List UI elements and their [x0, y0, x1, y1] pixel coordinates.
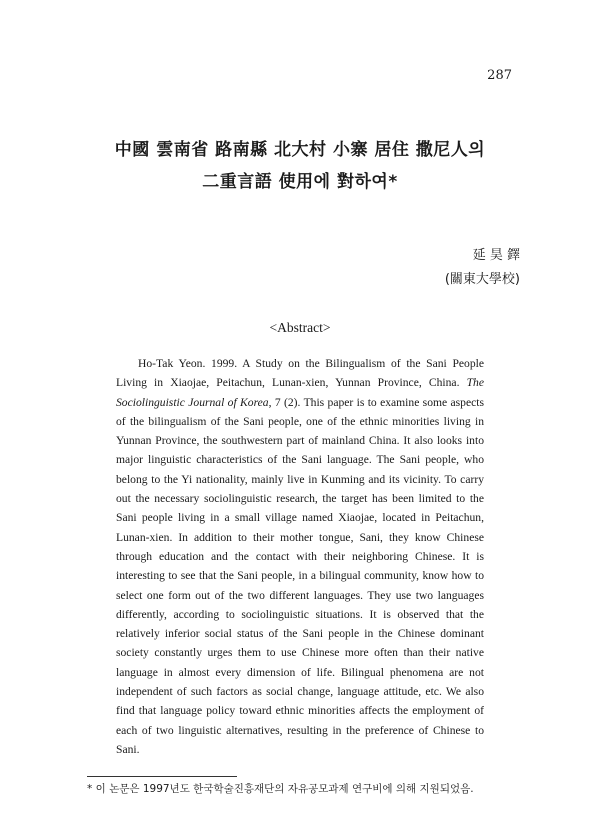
page-number: 287 — [487, 68, 512, 83]
author-block — [445, 244, 520, 292]
title-line-2: 二重言語 使用에 對하여* — [202, 172, 398, 192]
citation-authors-title: Ho-Tak Yeon. 1999. A Study on the Bilingualism of the Sani People Living in Xiaojae, Peitachun, Lunan-xien, Yunnan Province, China. — [116, 357, 484, 390]
footnote: * 이 논문은 1997년도 한국학술진흥재단의 자유공모과제 연구비에 의해 지원되었음. — [87, 783, 474, 795]
abstract-heading: <Abstract> — [269, 320, 331, 335]
title-line-1: 中國 雲南省 路南縣 北大村 小寨 居住 撒尼人의 — [114, 140, 486, 160]
author-name: 延 昊 鐸 — [472, 248, 520, 263]
citation-volume: , 7 (2). — [268, 395, 304, 409]
abstract-paragraph — [116, 354, 484, 759]
footnote-rule — [87, 776, 237, 777]
author-affiliation: (關東大學校) — [444, 272, 520, 287]
abstract-body — [116, 354, 484, 759]
journal-name: The Sociolinguistic Journal of Korea — [116, 376, 484, 409]
abstract-text: This paper is to examine some aspects of the bilingualism of the Sani people, one of the ethnic minorities living in Yunnan Province, the southwestern part of mainland China. It also looks into major linguistic characteristics of the Sani language. The Sani people, who belong to the Yi nationality, mainly live in Kunming and its vicinity. To carry out the necessary sociolinguistic research, the target has been limited to the Sani people living in a small village named Xiaojae, located in Peitachun, Lunan-xien. In addition to their mother tongue, Sani, they know Chinese through education and the contact with their neighboring Chinese. It is interesting to see that the Sani people, in a bilingual community, know how to select one form out of the two different languages. They use two languages differently, according to sociolinguistic situations. It is observed that the relatively inferior social status of the Sani people in the Chinese dominant society constantly urges them to use Chinese more often than their native language in almost every dimension of life. Bilingual phenomena are not independent of such factors as social change, language attitude, etc. We also find that language policy toward ethnic minorities affects the employment of each of two linguistic alternatives, resulting in the preference of Chinese to Sani. — [116, 395, 484, 756]
paper-title — [0, 134, 600, 198]
